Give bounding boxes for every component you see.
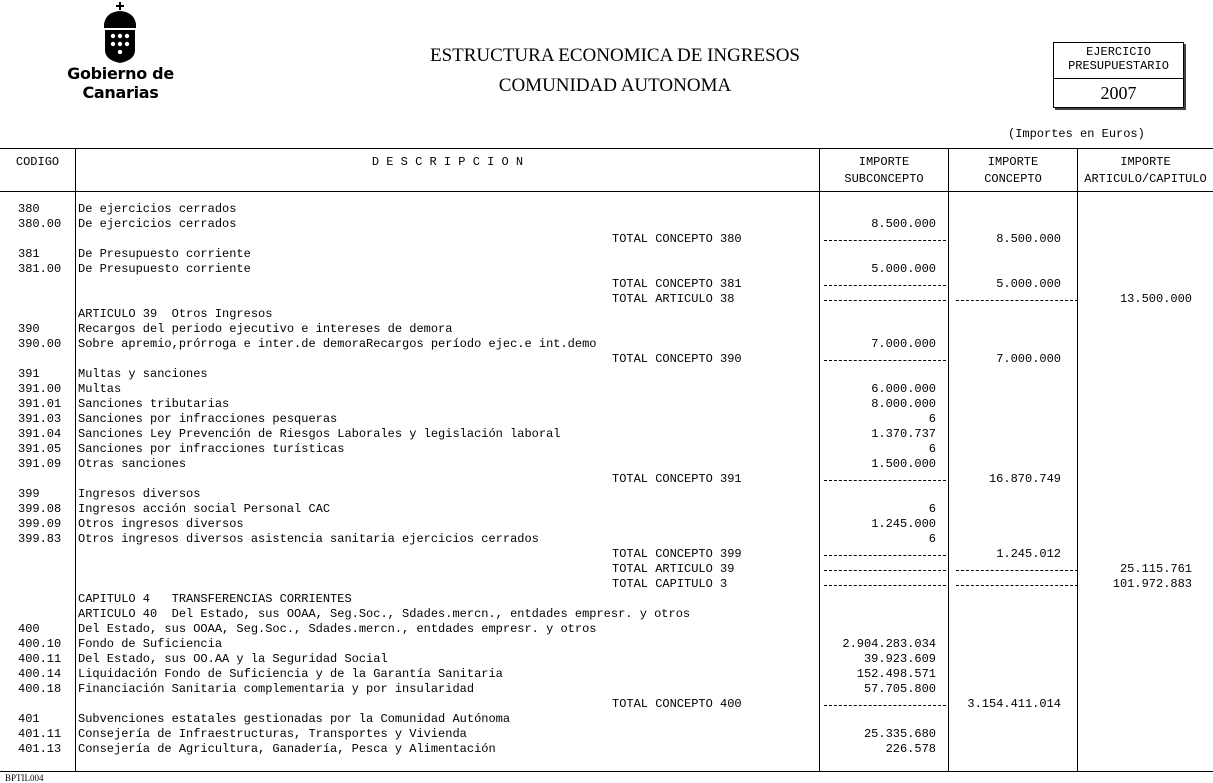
- row-description: ARTICULO 40 Del Estado, sus OOAA, Seg.Soc., Sdades.mercn., entdades empresr. y otros: [78, 607, 691, 621]
- table-row: [0, 442, 1213, 457]
- row-description: Sanciones Ley Prevención de Riesgos Laborales y legislación laboral: [78, 427, 561, 441]
- col-header-concepto-line1: IMPORTE: [987, 155, 1039, 169]
- total-row: [0, 562, 1213, 577]
- amount-subconcepto: 152.498.571: [856, 667, 936, 681]
- report-subtitle: COMUNIDAD AUTONOMA: [498, 75, 732, 96]
- row-total-label: TOTAL CONCEPTO 399: [612, 547, 742, 561]
- row-code: 390.00: [18, 337, 62, 351]
- gobierno-logo: [28, 2, 213, 102]
- dash-line-subconcepto: [824, 555, 946, 556]
- amount-subconcepto: 6: [928, 532, 936, 546]
- row-description: Multas y sanciones: [78, 367, 208, 381]
- exercise-label-line1: EJERCICIO: [1086, 45, 1151, 59]
- table-row: [0, 742, 1213, 757]
- total-row: [0, 352, 1213, 367]
- table-row: [0, 202, 1213, 217]
- report-title: ESTRUCTURA ECONOMICA DE INGRESOS: [429, 45, 800, 66]
- col-header-concepto-line2: CONCEPTO: [984, 172, 1042, 186]
- row-code: 399.08: [18, 502, 62, 516]
- table-row: [0, 487, 1213, 502]
- amount-concepto: 5.000.000: [996, 277, 1061, 291]
- row-code: 400: [18, 622, 40, 636]
- row-code: 400.10: [18, 637, 62, 651]
- row-description: Del Estado, sus OO.AA y la Seguridad Social: [78, 652, 388, 666]
- amount-subconcepto: 6.000.000: [871, 382, 936, 396]
- col-header-descripcion: D E S C R I P C I O N: [371, 155, 524, 169]
- row-description: CAPITULO 4 TRANSFERENCIAS CORRIENTES: [78, 592, 352, 606]
- table-row: [0, 682, 1213, 697]
- table-row: [0, 217, 1213, 232]
- table-row: [0, 652, 1213, 667]
- amount-subconcepto: 2.904.283.034: [842, 637, 936, 651]
- row-code: 391.05: [18, 442, 62, 456]
- amount-concepto: 8.500.000: [996, 232, 1061, 246]
- dash-line-subconcepto: [824, 585, 946, 586]
- table-row: [0, 517, 1213, 532]
- row-code: 380.00: [18, 217, 62, 231]
- row-description: Recargos del periodo ejecutivo e intereses de demora: [78, 322, 453, 336]
- row-total-label: TOTAL CONCEPTO 380: [612, 232, 742, 246]
- dash-line-subconcepto: [824, 360, 946, 361]
- dash-line-concepto: [956, 570, 1078, 571]
- dash-line-subconcepto: [824, 240, 946, 241]
- amount-articulo: 25.115.761: [1119, 562, 1192, 576]
- table-row: [0, 502, 1213, 517]
- row-total-label: TOTAL CONCEPTO 391: [612, 472, 742, 486]
- row-description: Ingresos diversos: [78, 487, 201, 501]
- amount-subconcepto: 8.000.000: [871, 397, 936, 411]
- col-header-articulo-line2: ARTICULO/CAPITULO: [1084, 172, 1207, 186]
- table-row: [0, 397, 1213, 412]
- dash-line-subconcepto: [824, 300, 946, 301]
- coat-of-arms-icon: [100, 2, 140, 64]
- total-row: [0, 697, 1213, 712]
- col-header-subconcepto-line2: SUBCONCEPTO: [844, 172, 924, 186]
- row-code: 380: [18, 202, 40, 216]
- dash-line-subconcepto: [824, 705, 946, 706]
- row-code: 391.03: [18, 412, 62, 426]
- amount-subconcepto: 5.000.000: [871, 262, 936, 276]
- table-row: [0, 382, 1213, 397]
- total-row: [0, 232, 1213, 247]
- amount-concepto: 3.154.411.014: [967, 697, 1061, 711]
- col-header-articulo-line1: IMPORTE: [1120, 155, 1171, 169]
- table-row: [0, 622, 1213, 637]
- exercise-label-line2: PRESUPUESTARIO: [1068, 59, 1169, 73]
- row-description: De Presupuesto corriente: [78, 262, 251, 276]
- row-description: Otros ingresos diversos: [78, 517, 244, 531]
- table-row: [0, 322, 1213, 337]
- table-row: [0, 667, 1213, 682]
- dash-line-concepto: [956, 585, 1078, 586]
- amount-subconcepto: 25.335.680: [863, 727, 936, 741]
- amount-subconcepto: 226.578: [885, 742, 936, 756]
- row-description: Consejería de Infraestructuras, Transportes y Vivienda: [78, 727, 467, 741]
- exercise-label: [1054, 43, 1183, 79]
- row-code: 401.13: [18, 742, 62, 756]
- col-header-codigo: CODIGO: [15, 155, 60, 169]
- row-code: 399.83: [18, 532, 62, 546]
- table-row: [0, 532, 1213, 547]
- amount-subconcepto: 57.705.800: [863, 682, 936, 696]
- col-header-concepto: [949, 154, 1077, 188]
- table-row: [0, 592, 1213, 607]
- exercise-year: 2007: [1100, 83, 1137, 103]
- row-description: Sanciones por infracciones turísticas: [78, 442, 345, 456]
- amount-subconcepto: 6: [928, 412, 936, 426]
- row-description: Subvenciones estatales gestionadas por la Comunidad Autónoma: [78, 712, 511, 726]
- total-row: [0, 292, 1213, 307]
- dash-line-subconcepto: [824, 285, 946, 286]
- table-row: [0, 247, 1213, 262]
- amount-subconcepto: 6: [928, 442, 936, 456]
- row-description: ARTICULO 39 Otros Ingresos: [78, 307, 273, 321]
- logo-text: Gobierno de Canarias: [67, 64, 174, 102]
- row-code: 400.11: [18, 652, 62, 666]
- dash-line-concepto: [956, 300, 1078, 301]
- total-row: [0, 277, 1213, 292]
- amount-articulo: 101.972.883: [1112, 577, 1192, 591]
- amount-concepto: 7.000.000: [996, 352, 1061, 366]
- row-description: Liquidación Fondo de Suficiencia y de la Garantía Sanitaria: [78, 667, 503, 681]
- col-header-articulo: [1078, 154, 1213, 188]
- row-code: 381: [18, 247, 40, 261]
- row-total-label: TOTAL CAPITULO 3: [612, 577, 728, 591]
- table-row: [0, 457, 1213, 472]
- row-description: Consejería de Agricultura, Ganadería, Pesca y Alimentación: [78, 742, 496, 756]
- amount-concepto: 16.870.749: [988, 472, 1061, 486]
- amount-subconcepto: 1.500.000: [871, 457, 936, 471]
- row-code: 400.18: [18, 682, 62, 696]
- table-row: [0, 262, 1213, 277]
- row-code: 390: [18, 322, 40, 336]
- row-code: 391.09: [18, 457, 62, 471]
- dash-line-subconcepto: [824, 570, 946, 571]
- table-row: [0, 727, 1213, 742]
- row-description: Sobre apremio,prórroga e inter.de demoraRecargos período ejec.e int.demo: [78, 337, 597, 351]
- table-row: [0, 427, 1213, 442]
- row-description: Sanciones por infracciones pesqueras: [78, 412, 338, 426]
- row-total-label: TOTAL ARTICULO 38: [612, 292, 735, 306]
- row-code: 391.00: [18, 382, 62, 396]
- table-row: [0, 307, 1213, 322]
- row-description: De Presupuesto corriente: [78, 247, 251, 261]
- table-row: [0, 607, 1213, 622]
- header-divider: [0, 191, 1213, 192]
- row-code: 399: [18, 487, 40, 501]
- amount-articulo: 13.500.000: [1119, 292, 1192, 306]
- row-total-label: TOTAL CONCEPTO 400: [612, 697, 742, 711]
- row-description: De ejercicios cerrados: [78, 217, 237, 231]
- row-description: Del Estado, sus OOAA, Seg.Soc., Sdades.mercn., entdades empresr. y otros: [78, 622, 597, 636]
- row-total-label: TOTAL ARTICULO 39: [612, 562, 735, 576]
- row-code: 391: [18, 367, 40, 381]
- dash-line-subconcepto: [824, 480, 946, 481]
- row-code: 401: [18, 712, 40, 726]
- total-row: [0, 547, 1213, 562]
- row-code: 391.04: [18, 427, 62, 441]
- row-code: 399.09: [18, 517, 62, 531]
- table-row: [0, 337, 1213, 352]
- exercise-box: [1053, 42, 1184, 108]
- amount-subconcepto: 1.245.000: [871, 517, 936, 531]
- row-description: Otros ingresos diversos asistencia sanitaria ejercicios cerrados: [78, 532, 539, 546]
- row-code: 391.01: [18, 397, 62, 411]
- row-description: Sanciones tributarias: [78, 397, 230, 411]
- row-code: 381.00: [18, 262, 62, 276]
- units-note: (Importes en Euros): [1008, 127, 1145, 141]
- row-total-label: TOTAL CONCEPTO 390: [612, 352, 742, 366]
- row-total-label: TOTAL CONCEPTO 381: [612, 277, 742, 291]
- col-header-subconcepto-line1: IMPORTE: [858, 155, 910, 169]
- table-row: [0, 367, 1213, 382]
- amount-subconcepto: 39.923.609: [863, 652, 936, 666]
- row-description: De ejercicios cerrados: [78, 202, 237, 216]
- row-description: Otras sanciones: [78, 457, 187, 471]
- amount-subconcepto: 1.370.737: [871, 427, 936, 441]
- col-header-subconcepto: [820, 154, 948, 188]
- table-row: [0, 412, 1213, 427]
- amount-subconcepto: 7.000.000: [871, 337, 936, 351]
- total-row: [0, 472, 1213, 487]
- amount-subconcepto: 8.500.000: [871, 217, 936, 231]
- total-row: [0, 577, 1213, 592]
- amount-subconcepto: 6: [928, 502, 936, 516]
- table-row: [0, 637, 1213, 652]
- row-description: Fondo de Suficiencia: [78, 637, 223, 651]
- row-description: Financiación Sanitaria complementaria y por insularidad: [78, 682, 475, 696]
- table-row: [0, 712, 1213, 727]
- row-code: 400.14: [18, 667, 62, 681]
- row-description: Multas: [78, 382, 122, 396]
- amount-concepto: 1.245.012: [996, 547, 1061, 561]
- footer-code: BPTIL004: [5, 773, 44, 783]
- row-code: 401.11: [18, 727, 62, 741]
- row-description: Ingresos acción social Personal CAC: [78, 502, 331, 516]
